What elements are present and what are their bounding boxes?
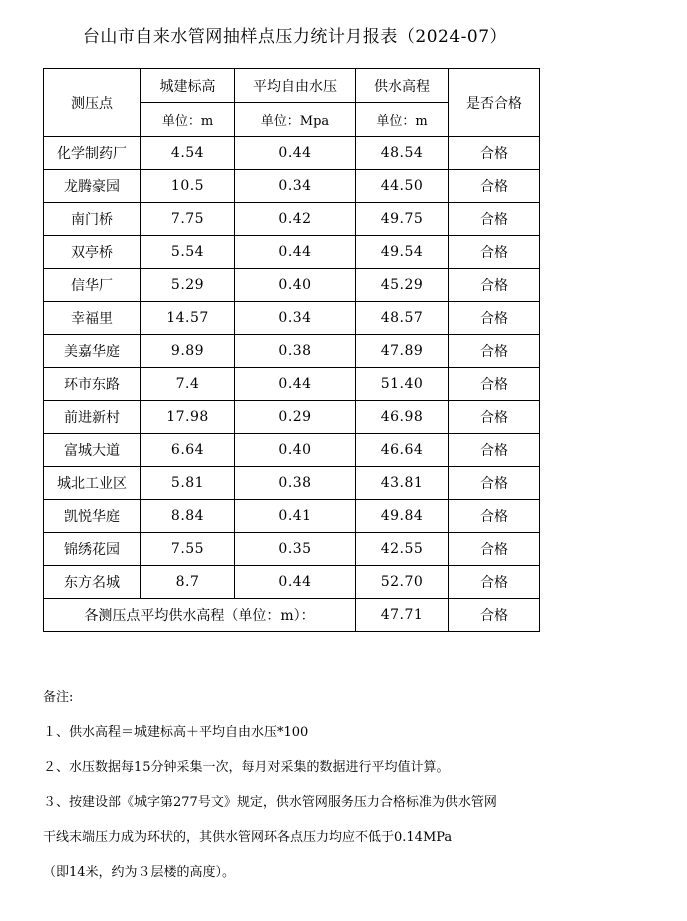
elevation-cell: 14.57 [141, 302, 235, 335]
qualified-cell: 合格 [449, 170, 540, 203]
station-name-cell: 东方名城 [44, 566, 141, 599]
table-row [44, 170, 540, 203]
station-name-cell: 幸福里 [44, 302, 141, 335]
qualified-cell: 合格 [449, 368, 540, 401]
pressure-cell: 0.34 [235, 170, 356, 203]
pressure-cell: 0.44 [235, 236, 356, 269]
pressure-cell: 0.44 [235, 566, 356, 599]
station-name-cell: 双亭桥 [44, 236, 141, 269]
table-row [44, 236, 540, 269]
notes-heading: 备注: [43, 690, 74, 705]
header-station: 测压点 [44, 69, 141, 137]
elevation-cell: 4.54 [141, 137, 235, 170]
note-line-5: （即14米，约为３层楼的高度）。 [43, 865, 236, 880]
supply-height-cell: 52.70 [356, 566, 449, 599]
unit-elevation: 单位：m [141, 103, 235, 137]
table-row [44, 203, 540, 236]
supply-height-cell: 51.40 [356, 368, 449, 401]
pressure-cell: 0.35 [235, 533, 356, 566]
pressure-cell: 0.40 [235, 434, 356, 467]
supply-height-cell: 43.81 [356, 467, 449, 500]
pressure-cell: 0.44 [235, 368, 356, 401]
table-row [44, 137, 540, 170]
supply-height-cell: 49.54 [356, 236, 449, 269]
supply-height-cell: 49.75 [356, 203, 449, 236]
pressure-cell: 0.34 [235, 302, 356, 335]
supply-height-cell: 42.55 [356, 533, 449, 566]
table-row [44, 500, 540, 533]
report-title: 台山市自来水管网抽样点压力统计月报表（2024-07） [82, 27, 508, 47]
table-header-row [44, 69, 540, 103]
table-row [44, 401, 540, 434]
note-line-3: ３、按建设部《城字第277号文》规定，供水管网服务压力合格标准为供水管网 [43, 795, 497, 810]
supply-height-cell: 44.50 [356, 170, 449, 203]
qualified-cell: 合格 [449, 302, 540, 335]
station-name-cell: 美嘉华庭 [44, 335, 141, 368]
table-row [44, 269, 540, 302]
station-name-cell: 城北工业区 [44, 467, 141, 500]
qualified-cell: 合格 [449, 236, 540, 269]
station-name-cell: 环市东路 [44, 368, 141, 401]
station-name-cell: 信华厂 [44, 269, 141, 302]
qualified-cell: 合格 [449, 434, 540, 467]
pressure-cell: 0.38 [235, 335, 356, 368]
supply-height-cell: 48.57 [356, 302, 449, 335]
qualified-cell: 合格 [449, 401, 540, 434]
unit-pressure: 单位：Mpa [235, 103, 356, 137]
pressure-cell: 0.29 [235, 401, 356, 434]
elevation-cell: 6.64 [141, 434, 235, 467]
table-row [44, 434, 540, 467]
supply-height-cell: 46.64 [356, 434, 449, 467]
average-value: 47.71 [356, 599, 449, 632]
note-line-1: １、供水高程＝城建标高＋平均自由水压*100 [43, 725, 309, 740]
pressure-table [43, 68, 540, 632]
station-name-cell: 锦绣花园 [44, 533, 141, 566]
header-qualified: 是否合格 [449, 69, 540, 137]
supply-height-cell: 49.84 [356, 500, 449, 533]
station-name-cell: 富城大道 [44, 434, 141, 467]
elevation-cell: 5.81 [141, 467, 235, 500]
elevation-cell: 17.98 [141, 401, 235, 434]
qualified-cell: 合格 [449, 137, 540, 170]
station-name-cell: 龙腾豪园 [44, 170, 141, 203]
station-name-cell: 前进新村 [44, 401, 141, 434]
unit-supply-height: 单位：m [356, 103, 449, 137]
table-row [44, 302, 540, 335]
elevation-cell: 10.5 [141, 170, 235, 203]
elevation-cell: 7.4 [141, 368, 235, 401]
elevation-cell: 9.89 [141, 335, 235, 368]
qualified-cell: 合格 [449, 566, 540, 599]
qualified-cell: 合格 [449, 500, 540, 533]
supply-height-cell: 46.98 [356, 401, 449, 434]
elevation-cell: 8.84 [141, 500, 235, 533]
station-name-cell: 凯悦华庭 [44, 500, 141, 533]
header-pressure: 平均自由水压 [235, 69, 356, 103]
pressure-cell: 0.44 [235, 137, 356, 170]
elevation-cell: 8.7 [141, 566, 235, 599]
table-row [44, 335, 540, 368]
pressure-cell: 0.38 [235, 467, 356, 500]
supply-height-cell: 45.29 [356, 269, 449, 302]
note-line-4: 干线末端压力成为环状的，其供水管网环各点压力均应不低于0.14MPa [43, 830, 453, 845]
note-line-2: ２、水压数据每15分钟采集一次，每月对采集的数据进行平均值计算。 [43, 760, 450, 775]
average-qualified: 合格 [449, 599, 540, 632]
elevation-cell: 5.54 [141, 236, 235, 269]
header-elevation: 城建标高 [141, 69, 235, 103]
qualified-cell: 合格 [449, 203, 540, 236]
header-supply-height: 供水高程 [356, 69, 449, 103]
qualified-cell: 合格 [449, 335, 540, 368]
table-row [44, 368, 540, 401]
table-row [44, 566, 540, 599]
supply-height-cell: 48.54 [356, 137, 449, 170]
elevation-cell: 7.55 [141, 533, 235, 566]
qualified-cell: 合格 [449, 269, 540, 302]
pressure-cell: 0.42 [235, 203, 356, 236]
station-name-cell: 南门桥 [44, 203, 141, 236]
supply-height-cell: 47.89 [356, 335, 449, 368]
average-label: 各测压点平均供水高程（单位：m）： [44, 599, 356, 632]
qualified-cell: 合格 [449, 467, 540, 500]
pressure-cell: 0.40 [235, 269, 356, 302]
qualified-cell: 合格 [449, 533, 540, 566]
table-footer-row [44, 599, 540, 632]
station-name-cell: 化学制药厂 [44, 137, 141, 170]
elevation-cell: 7.75 [141, 203, 235, 236]
table-row [44, 467, 540, 500]
elevation-cell: 5.29 [141, 269, 235, 302]
pressure-cell: 0.41 [235, 500, 356, 533]
table-row [44, 533, 540, 566]
